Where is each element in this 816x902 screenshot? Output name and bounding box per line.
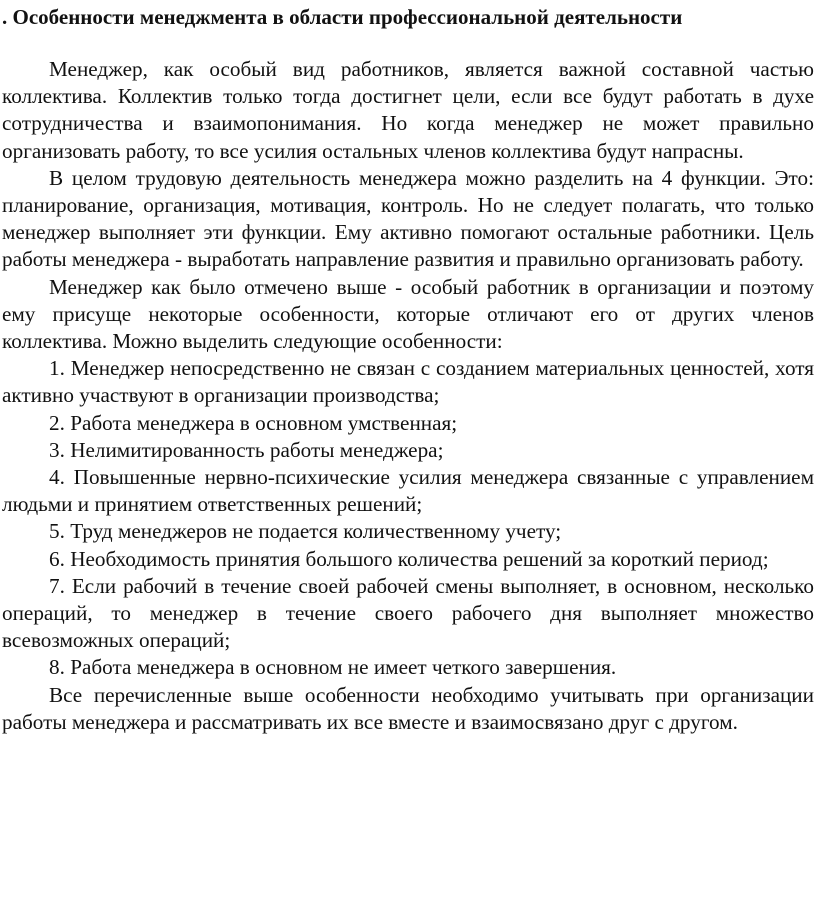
list-item-6: 6. Необходимость принятия большого количества решений за короткий период; [49, 546, 769, 571]
list-item-4: 4. Повышенные нервно-психические усилия менеджера связанные с управлением людьми и принятием ответственных решений; [2, 465, 814, 517]
paragraph-conclusion: Все перечисленные выше особенности необходимо учитывать при организации работы менеджера и рассматривать их все вместе и взаимосвязано друг с другом. [2, 682, 814, 734]
document-page [2, 2, 814, 736]
list-item-1: 1. Менеджер непосредственно не связан с созданием материальных ценностей, хотя активно участвуют в организации производства; [2, 356, 814, 408]
list-item-7: 7. Если рабочий в течение своей рабочей смены выполняет, в основном, несколько операций, то менеджер в течение своего рабочего дня выполняет множество всевозможных операций; [2, 573, 814, 653]
document-title: . Особенности менеджмента в области профессиональной деятельности [2, 5, 683, 29]
list-item-3: 3. Нелимитированность работы менеджера; [49, 437, 444, 462]
paragraph-functions: В целом трудовую деятельность менеджера можно разделить на 4 функции. Это: планирование, организация, мотивация, контроль. Но не следует полагать, что только менеджер выполняет эти функции. Ему активно помогают остальные работники. Цель работы менеджера - выработать направление развития и правильно организовать работу. [2, 165, 814, 272]
list-item-2: 2. Работа менеджера в основном умственная; [49, 410, 458, 435]
document-body [2, 56, 814, 736]
paragraph-intro: Менеджер, как особый вид работников, является важной составной частью коллектива. Коллектив только тогда достигнет цели, если все будут работать в духе сотрудничества и взаимопонимания. Но когда менеджер не может правильно организовать работу, то все усилия остальных членов коллектива будут напрасны. [2, 57, 814, 163]
list-item-8: 8. Работа менеджера в основном не имеет четкого завершения. [49, 655, 617, 680]
paragraph-features-intro: Менеджер как было отмечено выше - особый работник в организации и поэтому ему присуще некоторые особенности, которые отличают его от других членов коллектива. Можно выделить следующие особенности: [2, 274, 814, 354]
list-item-5: 5. Труд менеджеров не подается количественному учету; [49, 519, 562, 544]
